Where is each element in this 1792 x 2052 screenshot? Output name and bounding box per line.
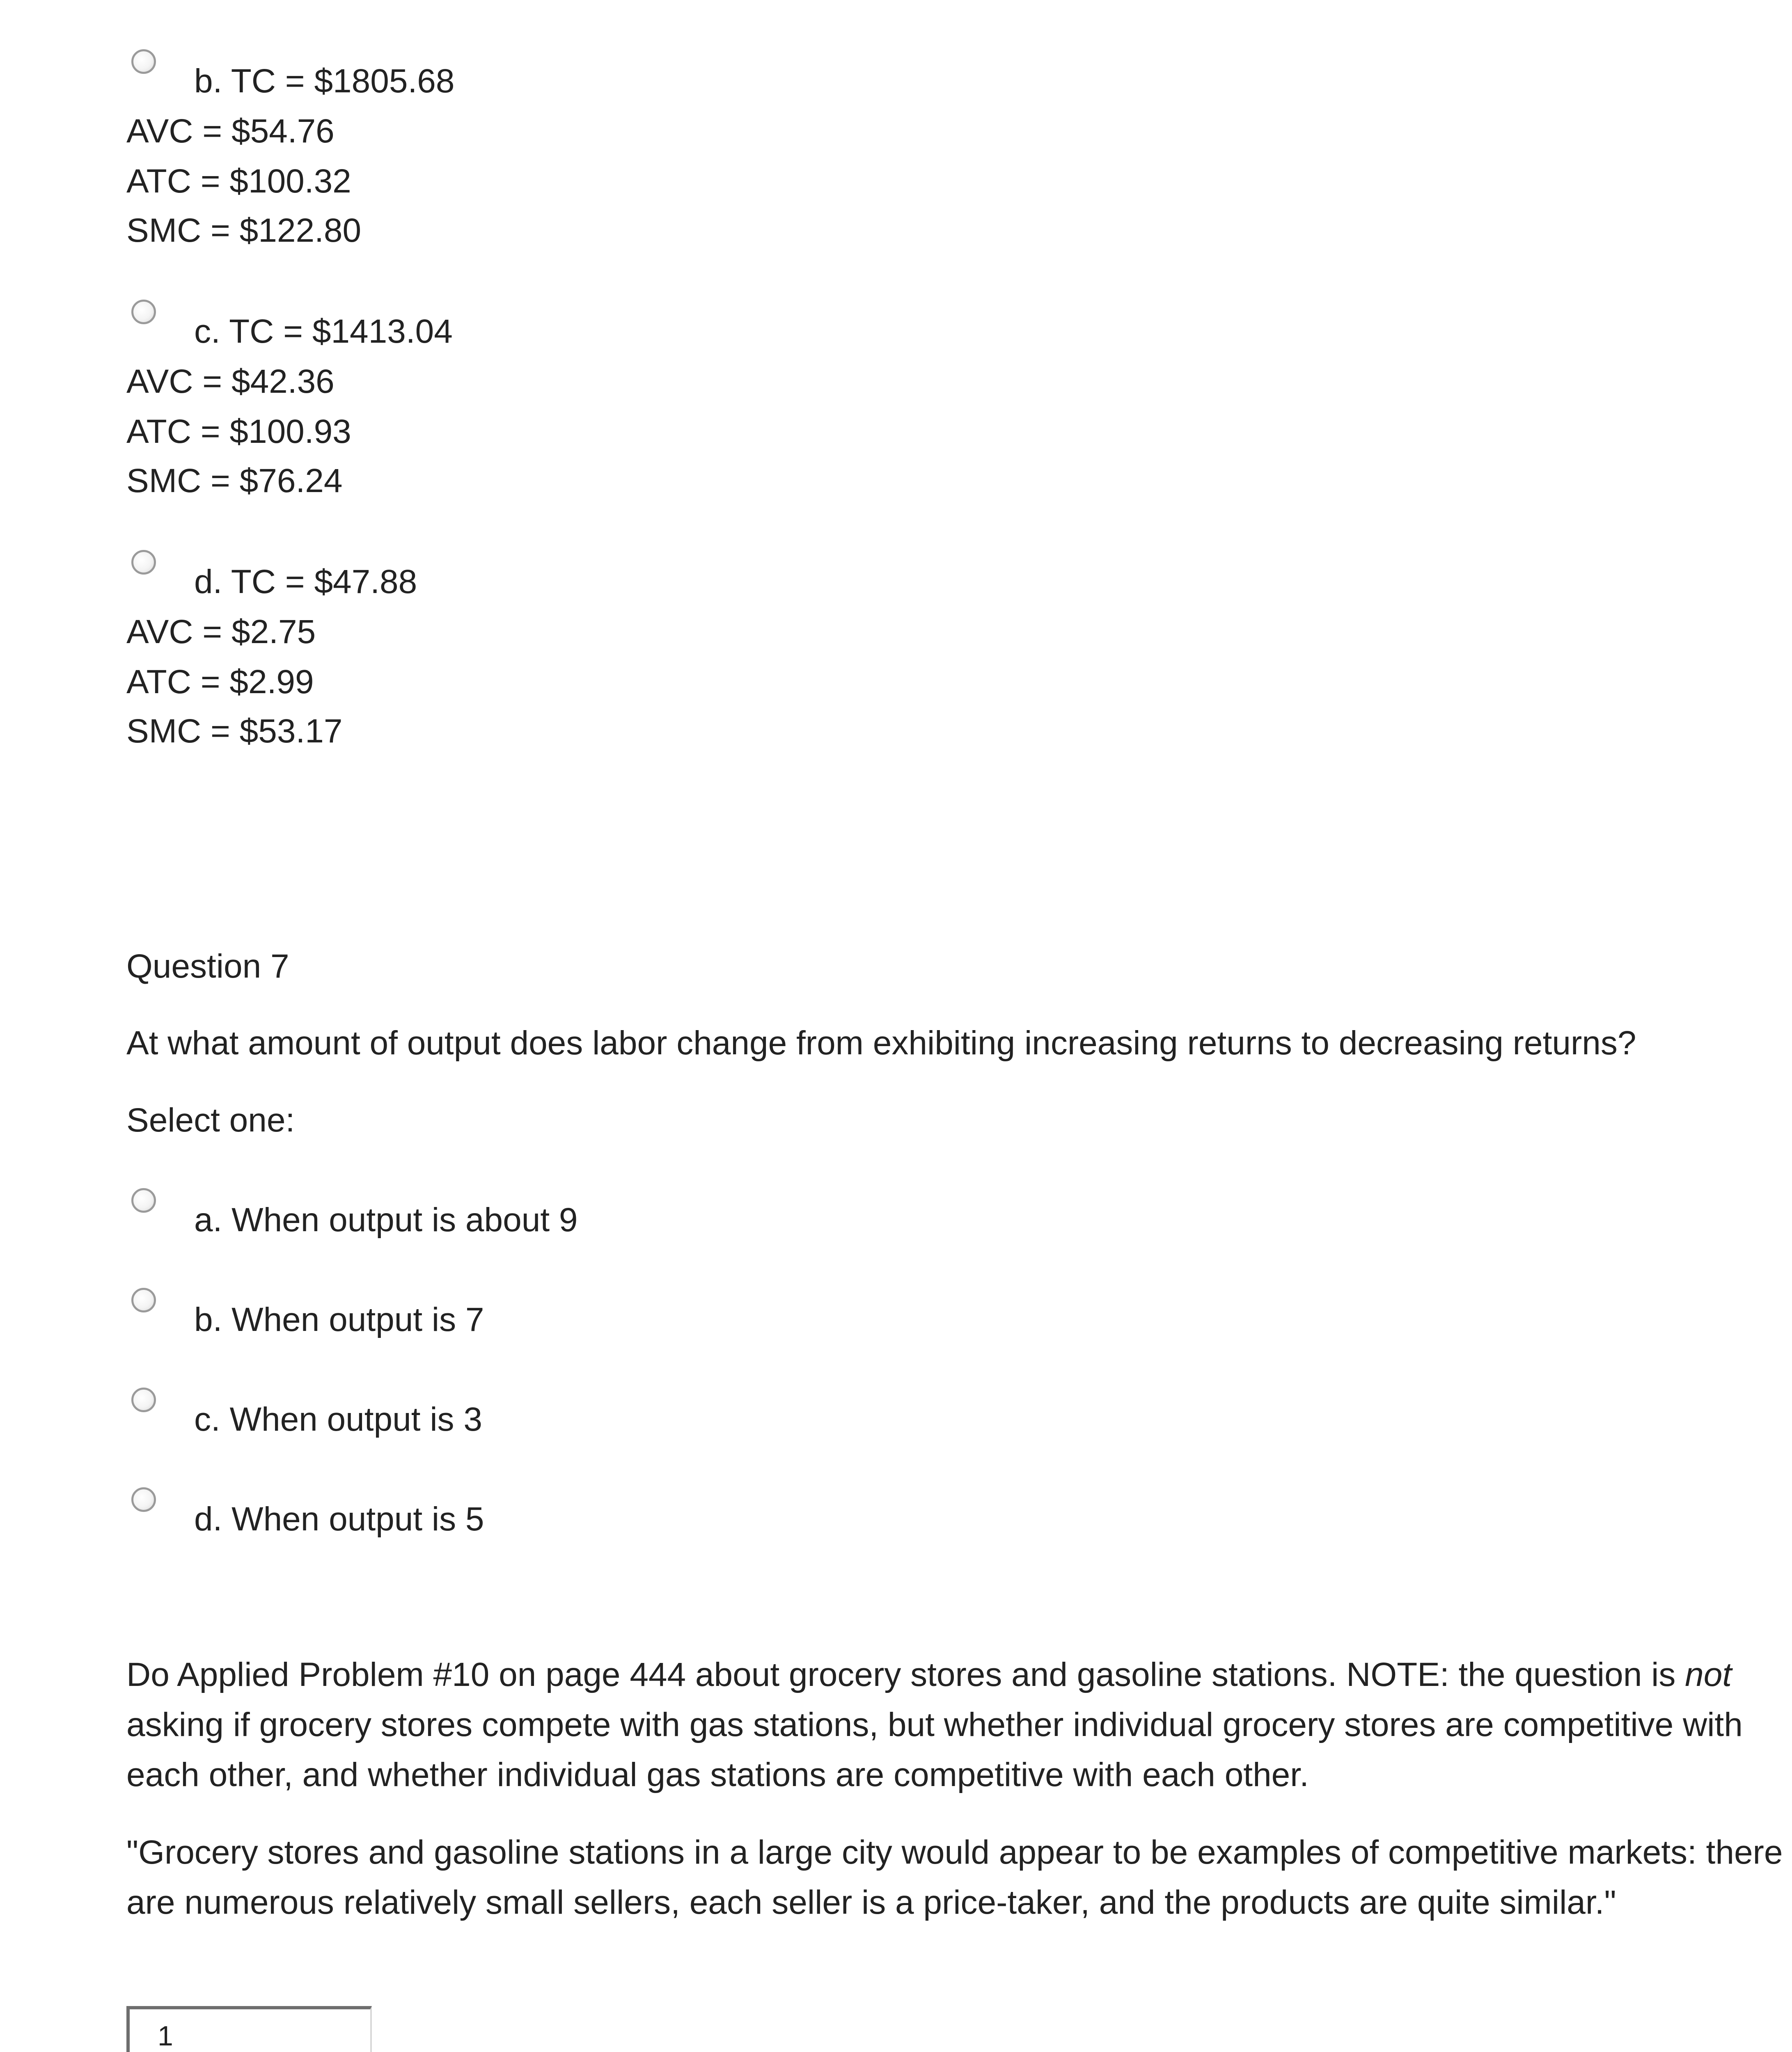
question-7-title: Question 7 <box>126 948 289 985</box>
radio-q7-option-a[interactable] <box>131 1188 156 1213</box>
prev-option-d-avc: AVC = $2.75 <box>126 613 316 650</box>
question-7-prompt: At what amount of output does labor change from exhibiting increasing returns to decreasing returns? <box>126 1024 1636 1062</box>
radio-prev-option-d[interactable] <box>131 550 156 575</box>
prev-option-b-tc: b. TC = $1805.68 <box>194 62 455 100</box>
prev-option-b-atc: ATC = $100.32 <box>126 163 351 200</box>
prev-option-c-atc: ATC = $100.93 <box>126 413 351 450</box>
radio-q7-option-c[interactable] <box>131 1388 156 1412</box>
prev-option-c-tc: c. TC = $1413.04 <box>194 313 453 350</box>
instructions-not-emphasis: not <box>1685 1656 1732 1693</box>
select-one-label: Select one: <box>126 1102 295 1139</box>
q7-option-a-label[interactable]: a. When output is about 9 <box>194 1201 578 1239</box>
q7-option-b-label[interactable]: b. When output is 7 <box>194 1301 484 1338</box>
prev-option-d-tc: d. TC = $47.88 <box>194 563 417 600</box>
instructions-part-2: asking if grocery stores compete with gas stations, but whether individual grocery stores are competitive with each other, and whether individual gas stations are competitive with each other. <box>126 1706 1743 1793</box>
radio-q7-option-d[interactable] <box>131 1487 156 1512</box>
prev-option-b-smc: SMC = $122.80 <box>126 212 362 249</box>
prev-option-d-smc: SMC = $53.17 <box>126 712 343 750</box>
radio-prev-option-b[interactable] <box>131 49 156 74</box>
prev-option-c-avc: AVC = $42.36 <box>126 363 335 400</box>
prev-option-c-smc: SMC = $76.24 <box>126 462 343 499</box>
answer-input-1[interactable]: 1 <box>126 2006 372 2052</box>
quote-text: "Grocery stores and gasoline stations in a large city would appear to be examples of competitive markets: there are numerous relatively small sellers, each seller is a price-taker, and the products are quite similar." <box>126 1834 1783 1921</box>
radio-q7-option-b[interactable] <box>131 1288 156 1312</box>
prev-option-d-atc: ATC = $2.99 <box>126 663 314 701</box>
applied-problem-instructions <box>126 1650 1792 1800</box>
instructions-part-1: Do Applied Problem #10 on page 444 about grocery stores and gasoline stations. NOTE: the question is <box>126 1656 1676 1693</box>
q7-option-d-label[interactable]: d. When output is 5 <box>194 1500 484 1538</box>
prev-option-b-avc: AVC = $54.76 <box>126 112 335 150</box>
q7-option-c-label[interactable]: c. When output is 3 <box>194 1401 482 1438</box>
applied-problem-quote <box>126 1828 1792 1928</box>
radio-prev-option-c[interactable] <box>131 300 156 324</box>
